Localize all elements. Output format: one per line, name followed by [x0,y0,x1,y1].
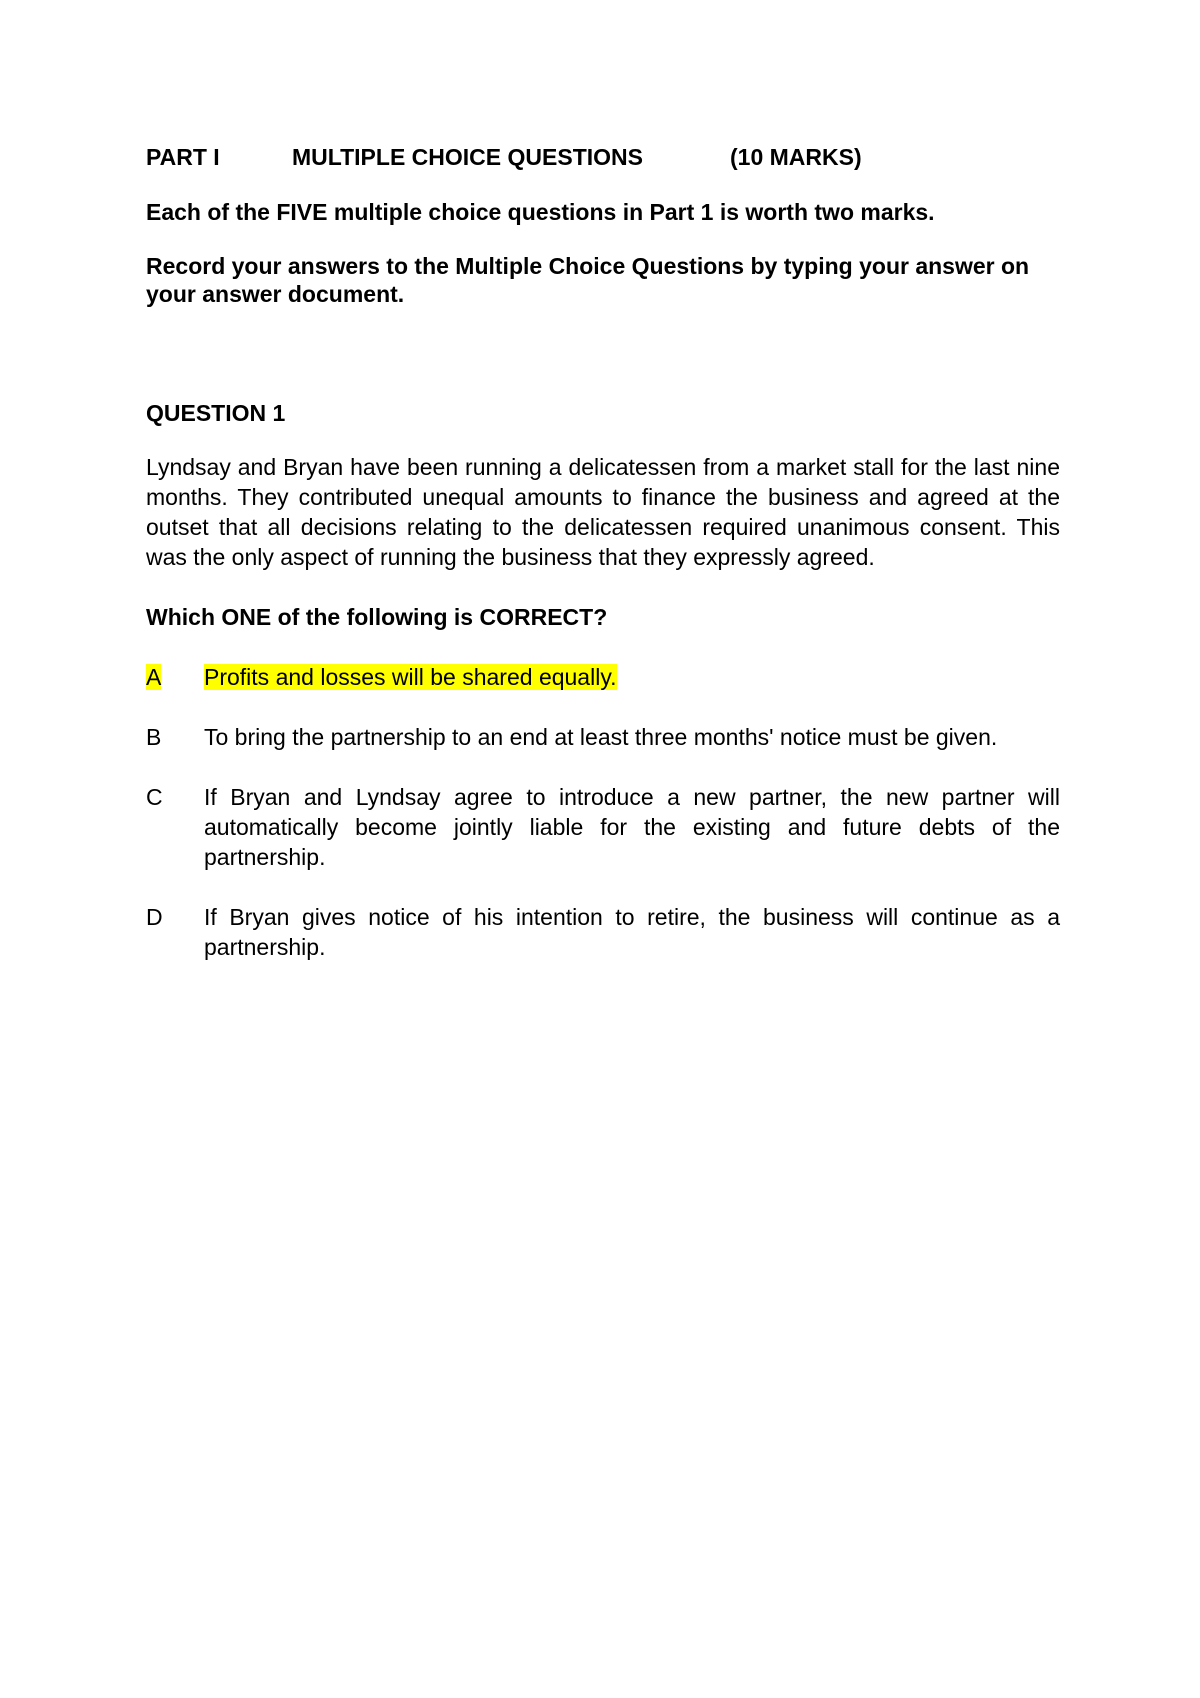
option-d-letter: D [146,904,163,930]
question-title: QUESTION 1 [146,400,286,426]
option-a [146,662,1060,692]
instruction-marks: Each of the FIVE multiple choice questions in Part 1 is worth two marks. [146,199,935,225]
question-scenario: Lyndsay and Bryan have been running a delicatessen from a market stall for the last nine months. They contributed unequal amounts to finance the business and agreed at the outset that all decisions relating to the delicatessen required unanimous consent. This was the only aspect of running the business that they expressly agreed. [146,454,1060,570]
answer-options [146,662,1060,962]
option-c [146,782,1060,872]
option-c-letter: C [146,784,163,810]
option-a-text: Profits and losses will be shared equally. [204,664,617,690]
option-a-letter: A [146,664,162,690]
option-b-letter: B [146,724,162,750]
option-d [146,902,1060,962]
option-b [146,722,1060,752]
instruction-record: Record your answers to the Multiple Choice Questions by typing your answer on your answer document. [146,253,1030,307]
question-prompt: Which ONE of the following is CORRECT? [146,604,608,630]
option-b-text: To bring the partnership to an end at least three months' notice must be given. [204,724,998,750]
part-label: PART I [146,144,220,170]
part-marks: (10 MARKS) [730,144,862,170]
document-page [146,142,1060,992]
option-d-text: If Bryan gives notice of his intention to retire, the business will continue as a partnership. [204,904,1060,960]
option-c-text: If Bryan and Lyndsay agree to introduce a new partner, the new partner will automatically become jointly liable for the existing and future debts of the partnership. [204,784,1060,870]
part-title: MULTIPLE CHOICE QUESTIONS [292,144,643,170]
part-heading [146,142,1060,172]
